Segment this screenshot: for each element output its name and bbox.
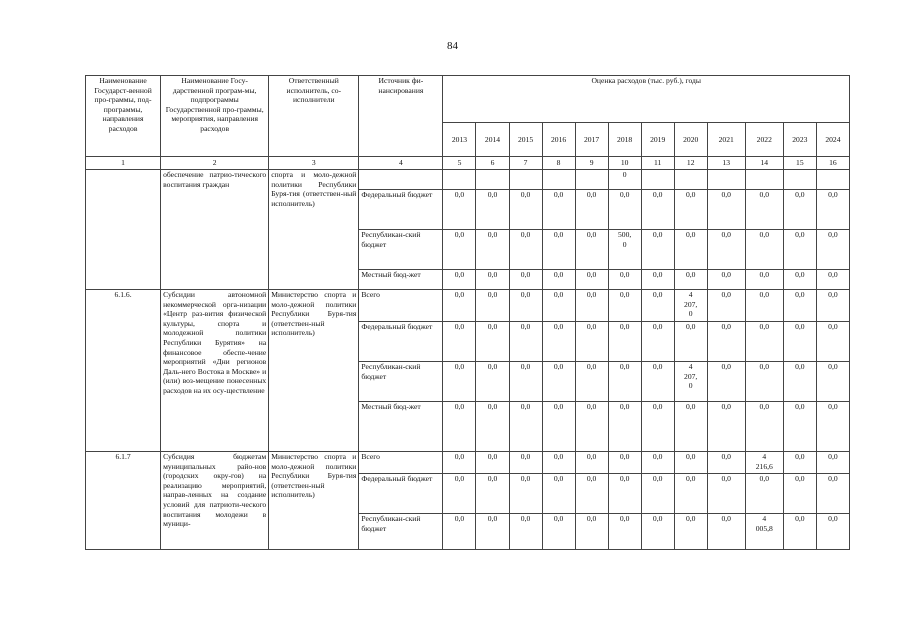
amount-cell: 0,0 — [783, 322, 816, 362]
amount-cell: 0,0 — [575, 474, 608, 514]
row-executor: спорта и моло-дежной политики Республики Буря-тия (ответствен-ный исполнитель) — [269, 170, 359, 290]
amount-cell: 0,0 — [575, 290, 608, 322]
amount-cell — [783, 170, 816, 190]
amount-cell: 0,0 — [816, 270, 849, 290]
amount-cell: 0,0 — [443, 514, 476, 550]
amount-cell: 0,0 — [816, 322, 849, 362]
table-row — [86, 170, 850, 190]
amount-cell: 0,0 — [509, 474, 542, 514]
amount-cell: 0,0 — [608, 514, 641, 550]
year-header: 2014 — [476, 123, 509, 157]
amount-cell: 0,0 — [707, 452, 745, 474]
amount-cell: 0,0 — [674, 452, 707, 474]
amount-cell: 0,0 — [542, 402, 575, 452]
column-number: 8 — [542, 157, 575, 170]
amount-cell: 0,0 — [608, 322, 641, 362]
amount-cell: 0,0 — [783, 402, 816, 452]
year-header: 2021 — [707, 123, 745, 157]
amount-cell: 0,0 — [816, 474, 849, 514]
amount-cell: 0,0 — [608, 290, 641, 322]
amount-cell: 0,0 — [542, 322, 575, 362]
amount-cell: 0,0 — [674, 514, 707, 550]
amount-cell: 0,0 — [476, 362, 509, 402]
amount-cell: 0,0 — [745, 322, 783, 362]
table-row — [86, 290, 850, 322]
amount-cell: 0,0 — [575, 322, 608, 362]
funding-source: Всего — [359, 452, 443, 474]
amount-cell: 0,0 — [443, 402, 476, 452]
amount-cell: 4 207, 0 — [674, 362, 707, 402]
amount-cell — [641, 170, 674, 190]
amount-cell: 0,0 — [443, 322, 476, 362]
amount-cell — [575, 170, 608, 190]
amount-cell: 0,0 — [783, 230, 816, 270]
amount-cell: 0,0 — [745, 230, 783, 270]
amount-cell — [674, 170, 707, 190]
amount-cell: 0,0 — [476, 270, 509, 290]
funding-source: Республикан-ский бюджет — [359, 230, 443, 270]
amount-cell: 0,0 — [674, 474, 707, 514]
amount-cell: 0,0 — [443, 452, 476, 474]
column-number: 14 — [745, 157, 783, 170]
amount-cell: 0,0 — [509, 452, 542, 474]
amount-cell: 0,0 — [509, 270, 542, 290]
year-header: 2018 — [608, 123, 641, 157]
amount-cell: 0,0 — [641, 290, 674, 322]
funding-source: Республикан-ский бюджет — [359, 362, 443, 402]
amount-cell: 0,0 — [608, 452, 641, 474]
amount-cell: 0,0 — [783, 452, 816, 474]
amount-cell: 0,0 — [509, 190, 542, 230]
column-number: 7 — [509, 157, 542, 170]
amount-cell: 0,0 — [608, 362, 641, 402]
amount-cell: 0,0 — [707, 322, 745, 362]
amount-cell: 0,0 — [476, 230, 509, 270]
amount-cell: 0,0 — [641, 514, 674, 550]
amount-cell: 0,0 — [476, 514, 509, 550]
amount-cell: 0,0 — [509, 514, 542, 550]
header-row — [86, 76, 850, 123]
table-row — [86, 452, 850, 474]
amount-cell: 0,0 — [608, 402, 641, 452]
funding-source: Местный бюд-жет — [359, 270, 443, 290]
amount-cell: 0,0 — [542, 190, 575, 230]
amount-cell: 0,0 — [542, 452, 575, 474]
amount-cell: 0,0 — [816, 514, 849, 550]
amount-cell: 0,0 — [674, 230, 707, 270]
amount-cell: 0,0 — [641, 190, 674, 230]
amount-cell: 0,0 — [816, 362, 849, 402]
amount-cell — [509, 170, 542, 190]
amount-cell: 0,0 — [783, 362, 816, 402]
amount-cell — [707, 170, 745, 190]
row-code: 6.1.6. — [86, 290, 161, 452]
amount-cell: 0,0 — [783, 190, 816, 230]
amount-cell — [745, 170, 783, 190]
column-number: 5 — [443, 157, 476, 170]
amount-cell: 0,0 — [641, 270, 674, 290]
column-number: 3 — [269, 157, 359, 170]
amount-cell: 0,0 — [707, 290, 745, 322]
amount-cell: 0,0 — [707, 270, 745, 290]
amount-cell: 0,0 — [476, 402, 509, 452]
amount-cell: 0,0 — [542, 230, 575, 270]
amount-cell: 0,0 — [816, 230, 849, 270]
header-executor: Ответственный исполнитель, со-исполнители — [269, 76, 359, 157]
amount-cell: 0,0 — [707, 474, 745, 514]
amount-cell: 0,0 — [641, 474, 674, 514]
amount-cell: 0,0 — [542, 270, 575, 290]
year-header: 2022 — [745, 123, 783, 157]
amount-cell: 0,0 — [641, 322, 674, 362]
amount-cell: 0,0 — [745, 402, 783, 452]
amount-cell: 0,0 — [443, 230, 476, 270]
amount-cell: 4 207, 0 — [674, 290, 707, 322]
amount-cell: 0,0 — [509, 230, 542, 270]
year-header: 2019 — [641, 123, 674, 157]
column-number: 16 — [816, 157, 849, 170]
header-source: Источник фи-нансирования — [359, 76, 443, 157]
amount-cell: 0,0 — [745, 190, 783, 230]
amount-cell: 0,0 — [707, 402, 745, 452]
amount-cell: 0,0 — [443, 362, 476, 402]
amount-cell: 0,0 — [542, 362, 575, 402]
amount-cell: 0,0 — [608, 190, 641, 230]
amount-cell: 0,0 — [542, 474, 575, 514]
column-number: 13 — [707, 157, 745, 170]
amount-cell: 0,0 — [745, 474, 783, 514]
amount-cell: 0,0 — [575, 514, 608, 550]
amount-cell: 0,0 — [674, 322, 707, 362]
funding-source: Федеральный бюджет — [359, 322, 443, 362]
column-number: 6 — [476, 157, 509, 170]
amount-cell: 0,0 — [641, 362, 674, 402]
amount-cell: 0,0 — [509, 402, 542, 452]
column-number: 12 — [674, 157, 707, 170]
row-executor: Министерство спорта и моло-дежной политики Республики Буря-тия (ответствен-ный исполнитель) — [269, 452, 359, 550]
header-measure: Наименование Госу-дарственной програм-мы, подпрограммы Государственной про-граммы, мероприятия, направления расходов — [161, 76, 269, 157]
amount-cell: 0,0 — [816, 190, 849, 230]
amount-cell: 0,0 — [476, 474, 509, 514]
column-number: 1 — [86, 157, 161, 170]
funding-source: Всего — [359, 290, 443, 322]
amount-cell: 0,0 — [476, 190, 509, 230]
amount-cell: 0,0 — [476, 322, 509, 362]
amount-cell: 4 216,6 — [745, 452, 783, 474]
amount-cell: 0,0 — [509, 322, 542, 362]
year-header: 2015 — [509, 123, 542, 157]
year-header: 2016 — [542, 123, 575, 157]
row-executor: Министерство спорта и моло-дежной политики Республики Буря-тия (ответствен-ный исполнитель) — [269, 290, 359, 452]
amount-cell: 0,0 — [476, 452, 509, 474]
amount-cell: 0,0 — [707, 362, 745, 402]
amount-cell: 0,0 — [509, 362, 542, 402]
amount-cell: 0,0 — [575, 270, 608, 290]
amount-cell — [476, 170, 509, 190]
row-code: 6.1.7 — [86, 452, 161, 550]
column-number: 10 — [608, 157, 641, 170]
funding-source: Республикан-ский бюджет — [359, 514, 443, 550]
year-header: 2024 — [816, 123, 849, 157]
amount-cell: 0,0 — [783, 514, 816, 550]
amount-cell — [542, 170, 575, 190]
amount-cell: 0,0 — [707, 190, 745, 230]
amount-cell: 0,0 — [816, 452, 849, 474]
amount-cell: 0,0 — [745, 290, 783, 322]
amount-cell: 0,0 — [575, 190, 608, 230]
amount-cell: 0 — [608, 170, 641, 190]
year-header: 2023 — [783, 123, 816, 157]
column-number: 2 — [161, 157, 269, 170]
amount-cell: 0,0 — [575, 362, 608, 402]
amount-cell: 0,0 — [509, 290, 542, 322]
amount-cell: 0,0 — [641, 402, 674, 452]
row-name: Субсидии автономной некоммерческой орга-низации «Центр раз-вития физической культуры, спорта и молодежной политики Республики Бурятия» на финансовое обеспе-чение мероприятий «Дни регионов Даль-него Востока в Москве» и (или) воз-мещение понесенных расходов на их осу-ществление — [161, 290, 269, 452]
amount-cell: 0,0 — [641, 452, 674, 474]
amount-cell: 0,0 — [575, 452, 608, 474]
table-body — [86, 170, 850, 550]
column-number: 11 — [641, 157, 674, 170]
amount-cell: 0,0 — [783, 290, 816, 322]
amount-cell: 0,0 — [783, 270, 816, 290]
amount-cell: 0,0 — [783, 474, 816, 514]
amount-cell: 0,0 — [745, 362, 783, 402]
page-number: 84 — [447, 40, 458, 52]
amount-cell: 500, 0 — [608, 230, 641, 270]
amount-cell: 0,0 — [674, 402, 707, 452]
column-numbers-row — [86, 157, 850, 170]
header-program: Наименование Государст-венной про-граммы, под-программы, направления расходов — [86, 76, 161, 157]
amount-cell: 0,0 — [674, 190, 707, 230]
amount-cell: 0,0 — [542, 514, 575, 550]
funding-source: Федеральный бюджет — [359, 474, 443, 514]
amount-cell — [816, 170, 849, 190]
amount-cell: 0,0 — [707, 514, 745, 550]
funding-source — [359, 170, 443, 190]
column-number: 4 — [359, 157, 443, 170]
amount-cell: 0,0 — [745, 270, 783, 290]
expenditure-table — [85, 75, 850, 550]
amount-cell: 0,0 — [443, 270, 476, 290]
amount-cell: 0,0 — [443, 474, 476, 514]
amount-cell: 0,0 — [608, 474, 641, 514]
amount-cell: 4 005,8 — [745, 514, 783, 550]
amount-cell: 0,0 — [707, 230, 745, 270]
amount-cell: 0,0 — [443, 190, 476, 230]
amount-cell: 0,0 — [542, 290, 575, 322]
year-header: 2013 — [443, 123, 476, 157]
row-name: обеспечение патрио-тического воспитания граждан — [161, 170, 269, 290]
amount-cell: 0,0 — [816, 290, 849, 322]
column-number: 9 — [575, 157, 608, 170]
amount-cell: 0,0 — [575, 230, 608, 270]
amount-cell: 0,0 — [476, 290, 509, 322]
amount-cell: 0,0 — [816, 402, 849, 452]
header-estimate: Оценка расходов (тыс. руб.), годы — [443, 76, 850, 123]
amount-cell: 0,0 — [575, 402, 608, 452]
column-number: 15 — [783, 157, 816, 170]
row-name: Субсидия бюджетам муниципальных райо-нов (городских окру-гов) на реализацию мероприятий, направ-ленных на создание условий для патриоти-ческого воспитания молодежи в муници- — [161, 452, 269, 550]
year-header: 2020 — [674, 123, 707, 157]
row-code — [86, 170, 161, 290]
amount-cell — [443, 170, 476, 190]
funding-source: Местный бюд-жет — [359, 402, 443, 452]
year-header: 2017 — [575, 123, 608, 157]
funding-source: Федеральный бюджет — [359, 190, 443, 230]
amount-cell: 0,0 — [674, 270, 707, 290]
amount-cell: 0,0 — [608, 270, 641, 290]
amount-cell: 0,0 — [443, 290, 476, 322]
amount-cell: 0,0 — [641, 230, 674, 270]
